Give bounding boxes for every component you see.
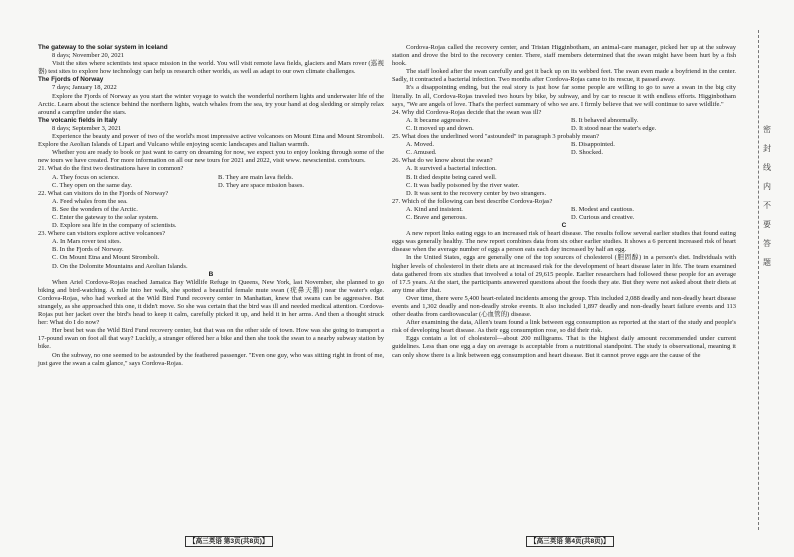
option: D. Explore sea life in the company of scientists. (52, 222, 177, 230)
seal-char: 题 (763, 258, 771, 267)
option-row (392, 214, 736, 222)
paragraph: Over time, there were 5,400 heart-related incidents among the group. This included 2,088 deadly and non-deadly heart disease events and 1,302 deadly and non-deadly stroke events. It also included 1,897 deadly and non-deadly heart failure events and 113 other deaths from cardiovascular (心血管的) disease. (392, 294, 736, 319)
option-row (38, 174, 384, 182)
seal-char: 答 (763, 239, 771, 248)
option: B. See the wonders of the Arctic. (52, 205, 138, 213)
paragraph: 7 days; January 18, 2022 (52, 84, 117, 92)
part-heading: C (561, 222, 567, 230)
option-row (392, 125, 736, 133)
paragraph: Her best bet was the Wild Bird Fund recovery center, but that was on the other side of town. How was she going to transport a 17-pound swan on foot all that way? Luckily, a stranger offered her a bike and then she took the swan to a nearby subway station by bike. (38, 327, 384, 351)
paragraph: 23. Where can visitors explore active volcanoes? (38, 230, 166, 238)
paragraph: 22. What can visitors do in the Fjords of Norway? (38, 189, 169, 197)
option: A. They focus on science. (52, 173, 120, 181)
option-row (392, 141, 736, 149)
option: A. In Mars rover test sites. (52, 238, 122, 246)
option: B. It died despite being cared well. (406, 173, 497, 181)
paragraph: 27. Which of the following can best describe Cordova-Rojas? (392, 197, 553, 205)
option: C. Amused. (406, 149, 437, 157)
part-heading: B (208, 270, 214, 278)
seal-char: 内 (763, 182, 771, 191)
paragraph: The staff looked after the swan carefully and got it back up on its webbed feet. The swan even made a boyfriend in the center. Sadly, it contracted a bacterial infection. Two months after Cordova-Rojas came to its rescue, it passed away. (392, 68, 736, 84)
option: B. Disappointed. (571, 141, 615, 149)
option: D. On the Dolomite Mountains and Aeolian Islands. (52, 262, 188, 270)
seal-char: 不 (763, 201, 771, 210)
paragraph: In the United States, eggs are generally one of the top sources of cholesterol (胆固醇) in a person's diet. Individuals with higher levels of cholesterol in their diets are at increased risk for the development of heart disease later in life. The team examined data gathered from six studies that involved a total of 29,615 people. Earlier researchers had followed these people for an average of 17.5 years. At the start, the participants answered questions about the foods they ate. But they were not asked about their diets at any time after that. (392, 254, 736, 294)
page-footer-left: 【高三英语 第3页(共8页)】 (185, 536, 273, 547)
option: C. Brave and generous. (406, 213, 467, 221)
paragraph: 24. Why did Cordova-Rojas decide that the swan was ill? (392, 108, 542, 116)
paragraph: On the subway, no one seemed to be astounded by the feathered passenger. "Even one guy, who was sitting right in front of me, just gave the swan a calm glance," says Cordova-Rojas. (38, 351, 384, 367)
paragraph: When Ariel Cordova-Rojas reached Jamaica Bay Wildlife Refuge in Queens, New York, last November, she planned to go biking and bird-watching. A mile into her walk, she spotted a beautiful female mute swan (疣鼻天鹅) near the water's edge. Cordova-Rojas, who had worked at the Wild Bird Fund recovery center in Manhattan, knew that swans can be aggressive. But strangely, as she approached this one, it didn't move. So she was certain that the bird was ill and needed medical attention. Cordova-Rojas put her jacket over the bird's head to keep it calm, carefully picked it up, and held it in her arms. And then a thought struck her: What do I do now? (38, 278, 384, 327)
section-title: The gateway to the solar system in Iceland (38, 44, 168, 51)
option-row (392, 206, 736, 214)
option: B. In the Fjords of Norway. (52, 246, 124, 254)
option-row (392, 149, 736, 157)
option: D. Shocked. (571, 149, 603, 157)
paragraph: 8 days; September 3, 2021 (52, 124, 122, 132)
option: C. On Mount Etna and Mount Stromboli. (52, 254, 160, 262)
seal-char: 密 (763, 125, 771, 134)
paragraph: Visit the sites where scientists test space mission in the world. You will visit remote lava fields, glaciers and Mars rover (巡视器) test sites to explore how technology can help us research other worlds, as well as adapt to our own climate challenges. (38, 60, 384, 76)
option: B. They are main lava fields. (218, 173, 294, 181)
paragraph: It's a disappointing ending, but the real story is just how far some people are willing to go to save a swan in the big city literally. In all, Cordova-Rojas traveled two hours by bike, by subway, and by car to rescue it with endless efforts. Higginbotham says, "We are angels of love. That's the perfect summary of who we are. I firmly believe that we will continue to save wildlife." (392, 84, 736, 108)
seal-char: 封 (763, 144, 771, 153)
paragraph: 26. What do we know about the swan? (392, 157, 493, 165)
page-footer-right: 【高三英语 第4页(共8页)】 (526, 536, 614, 547)
option: B. Modest and cautious. (571, 205, 635, 213)
option: D. They are space mission bases. (218, 181, 304, 189)
seal-char: 线 (763, 163, 771, 172)
option: C. It was badly poisoned by the river water. (406, 181, 520, 189)
paragraph: Explore the Fjords of Norway as you start the winter voyage to watch the wonderful northern lights and underwater life of the Arctic. Learn about the science behind the northern lights, watch whales from the sea, try your hand at dog sledding or simply relax around a campfire under the stars. (38, 92, 384, 116)
option: A. Moved. (406, 141, 434, 149)
section-title: The volcanic fields in Italy (38, 116, 118, 124)
option: A. It became aggressive. (406, 116, 471, 124)
paragraph: Cordova-Rojas called the recovery center, and Tristan Higginbotham, an animal-care manager, picked her up at the subway station and drove the bird to the recovery center. There, staff members determined that the swan might have been hurt by a fish hook. (392, 44, 736, 68)
option: A. It survived a bacterial infection. (406, 165, 497, 173)
option: D. It was sent to the recovery center by two strangers. (406, 189, 547, 197)
left-column (38, 44, 384, 368)
option: C. They open on the same day. (52, 181, 132, 189)
seal-line (758, 30, 759, 530)
option: C. It moved up and down. (406, 124, 474, 132)
seal-notice (762, 120, 772, 272)
seal-char: 要 (763, 220, 771, 229)
paragraph: 21. What do the first two destinations have in common? (38, 165, 184, 173)
paragraph: A new report links eating eggs to an increased risk of heart disease. The results follow several earlier studies that found eating eggs was generally healthy. The new report combines data from six other earlier studies. It shows a 6 percent increased risk of heart disease when the average number of eggs a person eats each day increased by half an egg. (392, 230, 736, 254)
right-column (392, 44, 736, 360)
paragraph: 8 days; November 20, 2021 (52, 52, 125, 60)
paragraph: After examining the data, Allen's team found a link between egg consumption as reported at the start of the study and people's risk of developing heart disease. As their egg consumption rose, so did their risk. (392, 319, 736, 335)
option: D. It stood near the water's edge. (571, 124, 657, 132)
paragraph: 25. What does the underlined word "astounded" in paragraph 3 probably mean? (392, 133, 599, 141)
paragraph: Whether you are ready to book or just want to carry on dreaming for now, we expect you to enjoy looking through some of the new tours we have created. For more information on all our new tours for 2021 and 2022, visit www. newscientist. com/tours. (38, 149, 384, 165)
option: B. It behaved abnormally. (571, 116, 639, 124)
option: A. Feed whales from the sea. (52, 197, 128, 205)
paragraph: Eggs contain a lot of cholesterol—about 200 milligrams. That is the highest daily amount recommended under current guidelines. Less than one egg a day on average is acceptable from a nutritional standpoint. The study is observational, meaning it can only show there is a link between egg consumption and heart disease. But it cannot prove eggs are the cause of the (392, 335, 736, 359)
option: C. Enter the gateway to the solar system. (52, 213, 159, 221)
option: A. Kind and insistent. (406, 205, 463, 213)
paragraph: Experience the beauty and power of two of the world's most impressive active volcanoes on Mount Etna and Mount Stromboli. Explore the Aeolian Islands of Lipari and Vulcano while enjoying scenic landscapes and Italian warmth. (38, 133, 384, 149)
option-row (38, 182, 384, 190)
option-row (392, 117, 736, 125)
section-title: The Fjords of Norway (38, 76, 104, 84)
option: D. Curious and creative. (571, 213, 635, 221)
